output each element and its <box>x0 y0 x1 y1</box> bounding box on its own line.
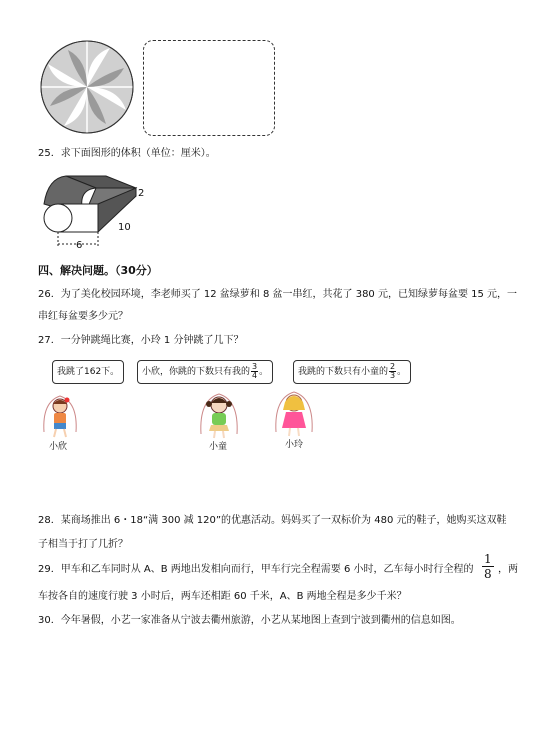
q25-text: 25．求下面图形的体积（单位：厘米）。 <box>38 148 216 159</box>
section-title: 四、解决问题。（30分） <box>38 264 158 277</box>
dim-length: 10 <box>118 222 131 233</box>
bubble-2-pre: 小欣，你跳的下数只有我的 <box>142 367 251 377</box>
q26-line2: 串红每盆要多少元？ <box>38 311 128 322</box>
speech-bubble-2 <box>137 360 273 384</box>
pinwheel-circle-figure <box>38 38 136 136</box>
dim-height: 2 <box>138 188 145 199</box>
q29-line2: 车按各自的速度行驶 3 小时后，两车还相距 60 千米，A、B 两地全程是多少千米？ <box>38 591 407 602</box>
q29-line1: 29．甲车和乙车同时从 A、B 两地出发相向而行，甲车行完全程需要 6 小时，乙车每小时行全程的 <box>38 564 474 575</box>
girl-xiaoxin-illustration <box>40 392 80 440</box>
bubble-2-post: 。 <box>259 367 269 377</box>
name-label-1: 小欣 <box>49 442 68 452</box>
solid-figure <box>36 166 166 252</box>
bubble-3-post: 。 <box>397 367 407 377</box>
bubble-3-pre: 我跳的下数只有小童的 <box>298 367 389 377</box>
q29-fraction: $\frac{1}{8}$ <box>484 552 492 581</box>
name-label-3: 小玲 <box>285 440 304 450</box>
name-label-2: 小童 <box>209 442 228 452</box>
answer-box-dashed <box>143 40 275 136</box>
bubble-2-fraction: $\frac{3}{4}$ <box>252 362 258 380</box>
speech-bubble-3 <box>293 360 411 384</box>
q28-line2: 子相当于打了几折？ <box>38 539 128 550</box>
bubble-1-text: 我跳了162下。 <box>57 367 120 377</box>
girl-xiaotong-illustration <box>197 390 241 440</box>
bubble-3-fraction: $\frac{2}{3}$ <box>390 362 396 380</box>
girl-xiaoling-illustration <box>272 388 316 438</box>
q26-line1: 26．为了美化校园环境，李老师买了 12 盆绿萝和 8 盆一串红，共花了 380 元，已知绿萝每盆要 15 元，一 <box>38 289 518 300</box>
speech-bubble-1 <box>52 360 124 384</box>
q30-text: 30．今年暑假，小艺一家准备从宁波去衢州旅游，小艺从某地图上查到宁波到衢州的信息如图。 <box>38 615 461 626</box>
q29-line1-end: ，两 <box>498 564 518 575</box>
dim-width: 6 <box>76 240 83 251</box>
q27-text: 27．一分钟跳绳比赛，小玲 1 分钟跳了几下？ <box>38 335 244 346</box>
q28-line1: 28．某商场推出 6・18“满 300 减 120”的优惠活动。妈妈买了一双标价为 480 元的鞋子，她购买这双鞋 <box>38 515 507 526</box>
